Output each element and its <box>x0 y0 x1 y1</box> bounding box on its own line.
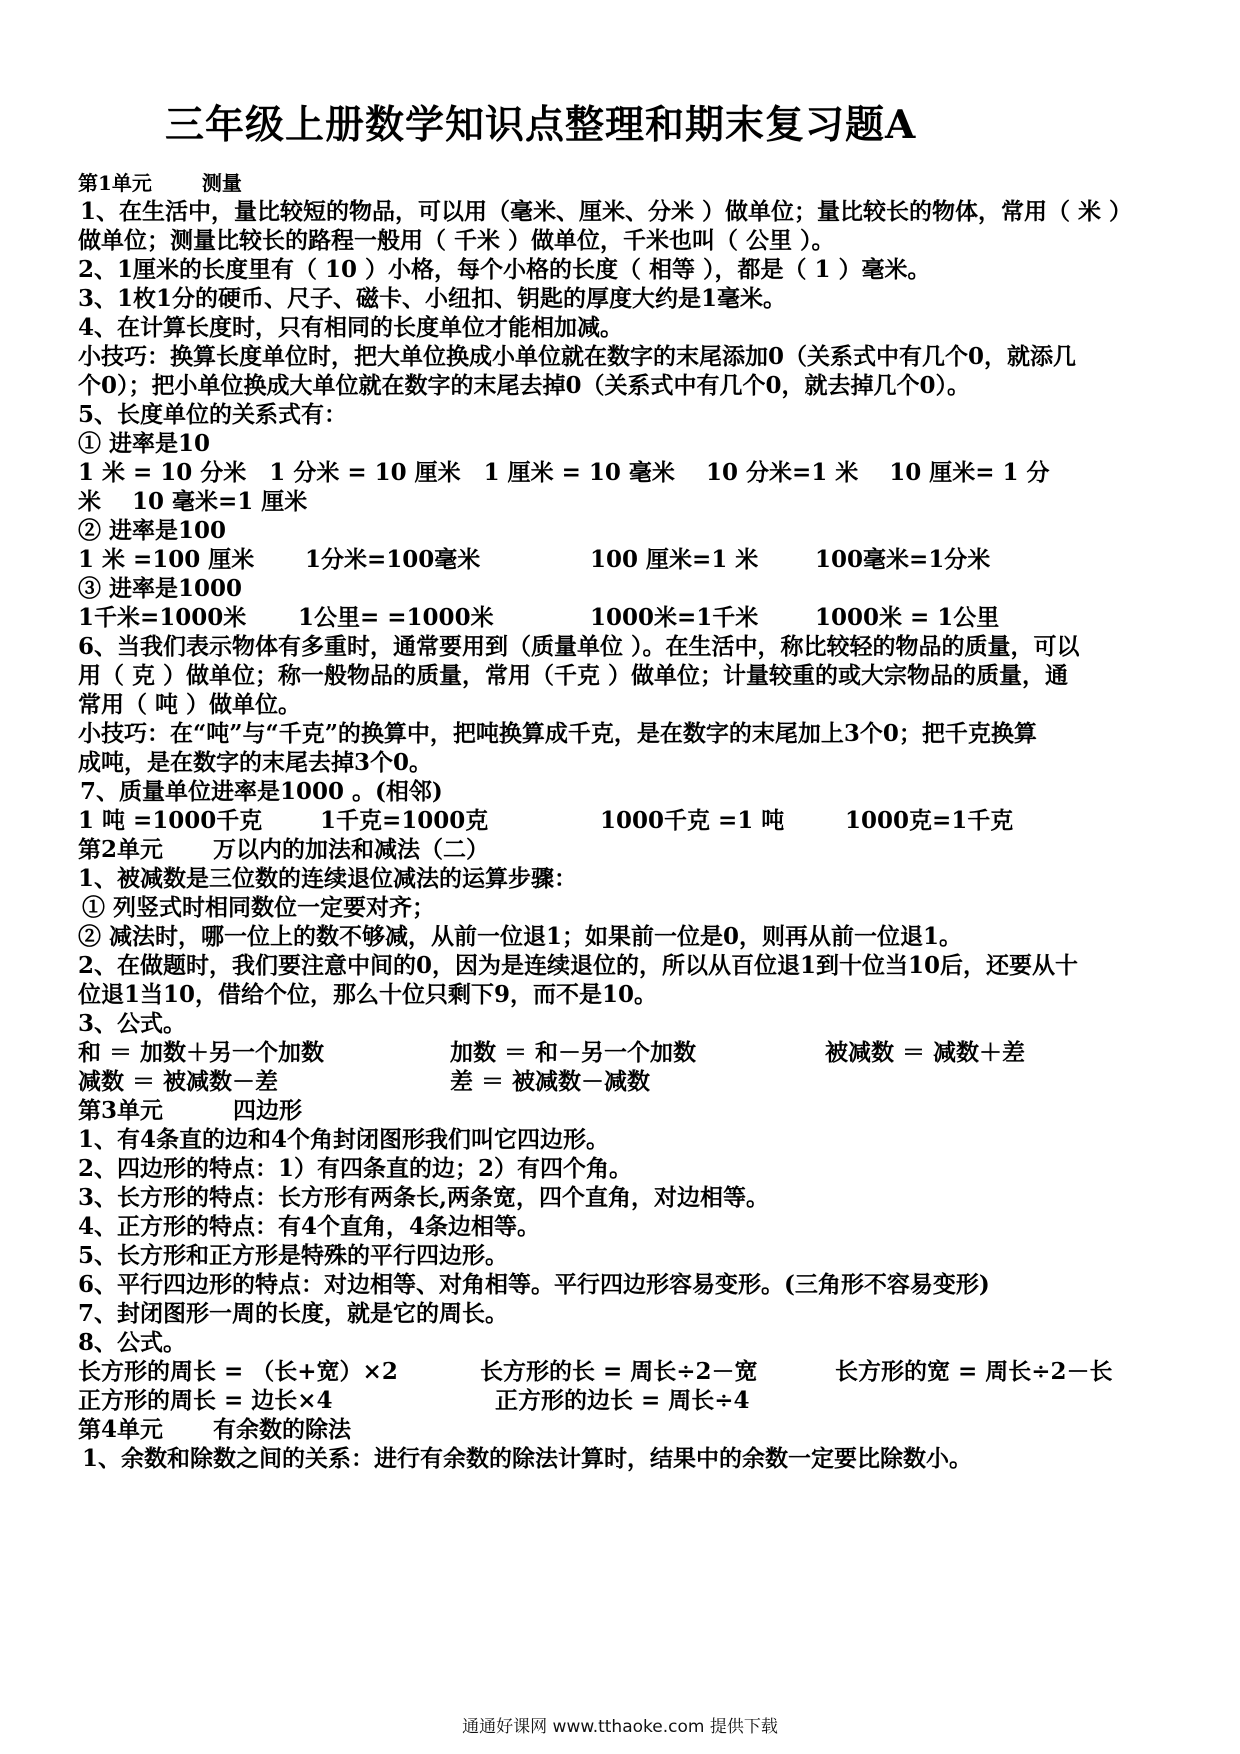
unit-name: 四边形 <box>233 1097 303 1124</box>
text-line: 3、长方形的特点：长方形有两条长,两条宽，四个直角，对边相等。 <box>78 1184 770 1211</box>
text-line: 1、在生活中，量比较短的物品，可以用（毫米、厘米、分米 ）做单位；量比较长的物体，常用（ 米 ） <box>80 198 1133 225</box>
tip-line: 成吨，是在数字的末尾去掉3个0。 <box>78 749 433 776</box>
unit-label: 第1单元 <box>78 171 152 195</box>
formula-item: 长方形的长 = 周长÷2－宽 <box>480 1358 758 1385</box>
formula-item: 减数 ＝ 被减数－差 <box>78 1068 279 1095</box>
formula-item: 1分米=100毫米 <box>305 546 481 573</box>
unit-2-heading <box>78 835 489 865</box>
unit-name: 有余数的除法 <box>213 1416 352 1443</box>
unit-4-heading <box>78 1415 351 1445</box>
text-line: 1、被减数是三位数的连续退位减法的运算步骤： <box>78 865 578 892</box>
unit-label: 第3单元 <box>78 1097 164 1124</box>
page-footer: 通通好课网 www.tthaoke.com 提供下载 <box>462 1717 778 1737</box>
formula-item: 加数 ＝ 和－另一个加数 <box>450 1039 697 1066</box>
text-line: 做单位；测量比较长的路程一般用（ 千米 ）做单位，千米也叫（ 公里 ）。 <box>78 227 835 254</box>
text-line: 3、公式。 <box>78 1010 187 1037</box>
tip-line: 小技巧：换算长度单位时，把大单位换成小单位就在数字的末尾添加0（关系式中有几个0，就添几 <box>78 343 1077 370</box>
sub-heading: ③ 进率是1000 <box>78 575 243 602</box>
text-line: 7、封闭图形一周的长度，就是它的周长。 <box>78 1300 509 1327</box>
formula-item: 长方形的周长 = （长+宽）×2 <box>78 1358 398 1385</box>
text-line: 2、四边形的特点：1）有四条直的边；2）有四个角。 <box>78 1155 633 1182</box>
text-line: 位退1当10，借给个位，那么十位只剩下9，而不是10。 <box>78 981 658 1008</box>
formula-item: 100毫米=1分米 <box>815 546 991 573</box>
step-line: ② 减法时，哪一位上的数不够减，从前一位退1；如果前一位是0，则再从前一位退1。 <box>78 923 963 950</box>
sub-heading: ① 进率是10 <box>78 430 211 457</box>
text-line: 7、质量单位进率是1000 。(相邻) <box>80 778 443 805</box>
step-line: ① 列竖式时相同数位一定要对齐； <box>82 894 436 921</box>
formula-item: 差 ＝ 被减数－减数 <box>450 1068 651 1095</box>
formula-item: 1公里= =1000米 <box>298 604 494 631</box>
text-line: 常用（ 吨 ）做单位。 <box>78 691 302 718</box>
unit-name: 测量 <box>201 171 242 195</box>
unit-name: 万以内的加法和减法（二） <box>213 836 490 863</box>
unit-label: 第2单元 <box>78 836 164 863</box>
page-title: 三年级上册数学知识点整理和期末复习题A <box>165 102 917 148</box>
formula-item: 1000米=1千米 <box>590 604 759 631</box>
text-line: 1、余数和除数之间的关系：进行有余数的除法计算时，结果中的余数一定要比除数小。 <box>82 1445 973 1472</box>
formula-item: 正方形的周长 = 边长×4 <box>78 1387 333 1414</box>
formula-item: 1千米=1000米 <box>78 604 247 631</box>
tip-line: 小技巧：在“吨”与“千克”的换算中，把吨换算成千克，是在数字的末尾加上3个0；把千克换算 <box>78 720 1037 747</box>
text-line: 4、在计算长度时，只有相同的长度单位才能相加减。 <box>78 314 624 341</box>
text-line: 用（ 克 ）做单位；称一般物品的质量，常用（千克 ）做单位；计量较重的或大宗物品的质量，通 <box>78 662 1069 689</box>
text-line: 5、长度单位的关系式有： <box>78 401 348 428</box>
formula-item: 1 米 =100 厘米 <box>78 546 255 573</box>
text-line: 6、当我们表示物体有多重时，通常要用到（质量单位 ）。在生活中，称比较轻的物品的质量，可以 <box>78 633 1080 660</box>
unit-label: 第4单元 <box>78 1416 164 1443</box>
tip-line: 个0）；把小单位换成大单位就在数字的末尾去掉0（关系式中有几个0，就去掉几个0）。 <box>78 372 971 399</box>
formula-item: 1000米 = 1公里 <box>815 604 1000 631</box>
text-line: 6、平行四边形的特点：对边相等、对角相等。平行四边形容易变形。(三角形不容易变形) <box>78 1271 990 1298</box>
formula-item: 1 吨 =1000千克 <box>78 807 263 834</box>
unit-3-heading <box>78 1096 302 1126</box>
formula-line: 米 10 毫米=1 厘米 <box>78 488 308 515</box>
formula-item: 和 ＝ 加数＋另一个加数 <box>78 1039 325 1066</box>
formula-item: 被减数 ＝ 减数＋差 <box>825 1039 1026 1066</box>
formula-item: 正方形的边长 = 周长÷4 <box>495 1387 750 1414</box>
text-line: 2、在做题时，我们要注意中间的0，因为是连续退位的，所以从百位退1到十位当10后，还要从十 <box>78 952 1079 979</box>
text-line: 2、1厘米的长度里有（ 10 ）小格，每个小格的长度（ 相等 ），都是（ 1 ）毫米。 <box>78 256 931 283</box>
formula-item: 1000千克 =1 吨 <box>600 807 785 834</box>
text-line: 5、长方形和正方形是特殊的平行四边形。 <box>78 1242 509 1269</box>
text-line: 3、1枚1分的硬币、尺子、磁卡、小纽扣、钥匙的厚度大约是1毫米。 <box>78 285 787 312</box>
formula-item: 1000克=1千克 <box>845 807 1014 834</box>
formula-line: 1 米 = 10 分米 1 分米 = 10 厘米 1 厘米 = 10 毫米 10 分米=1 米 10 厘米= 1 分 <box>78 459 1050 486</box>
text-line: 1、有4条直的边和4个角封闭图形我们叫它四边形。 <box>78 1126 610 1153</box>
sub-heading: ② 进率是100 <box>78 517 227 544</box>
formula-item: 100 厘米=1 米 <box>590 546 759 573</box>
unit-1-heading <box>78 168 242 198</box>
text-line: 4、正方形的特点：有4个直角，4条边相等。 <box>78 1213 541 1240</box>
text-line: 8、公式。 <box>78 1329 187 1356</box>
formula-item: 长方形的宽 = 周长÷2－长 <box>835 1358 1113 1385</box>
formula-item: 1千克=1000克 <box>320 807 489 834</box>
